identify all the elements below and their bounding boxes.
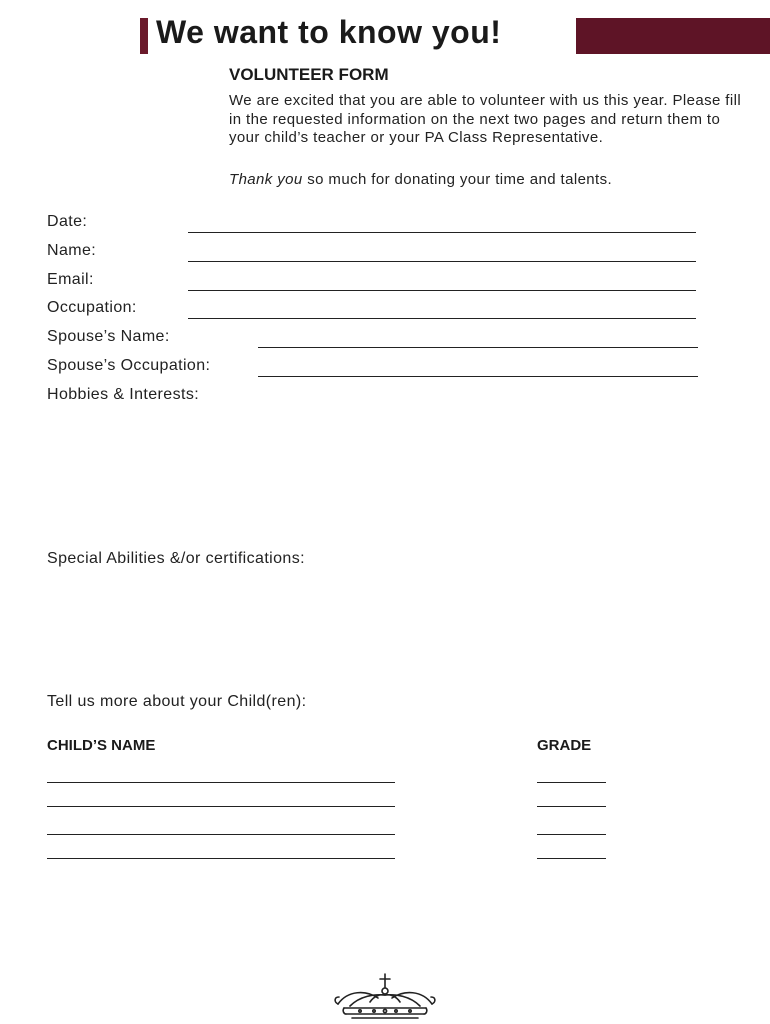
page-title: We want to know you! xyxy=(156,14,502,50)
title-accent-block xyxy=(576,18,770,54)
title-accent-bar xyxy=(140,18,148,54)
name-field[interactable] xyxy=(188,261,696,262)
child-name-field[interactable] xyxy=(47,806,395,807)
child-grade-field[interactable] xyxy=(537,782,606,783)
child-name-field[interactable] xyxy=(47,782,395,783)
thanks-rest: so much for donating your time and talents. xyxy=(302,171,613,188)
child-name-field[interactable] xyxy=(47,834,395,835)
grade-header: GRADE xyxy=(537,737,592,754)
email-label: Email: xyxy=(47,271,94,288)
special-abilities-label: Special Abilities &/or certifications: xyxy=(47,550,305,567)
spouse-occupation-field[interactable] xyxy=(258,376,698,377)
email-field[interactable] xyxy=(188,290,696,291)
spouse-occupation-label: Spouse’s Occupation: xyxy=(47,357,211,374)
spouse-name-label: Spouse’s Name: xyxy=(47,328,170,345)
date-field[interactable] xyxy=(188,232,696,233)
thanks-italic: Thank you xyxy=(229,171,303,188)
child-grade-field[interactable] xyxy=(537,834,606,835)
child-grade-field[interactable] xyxy=(537,806,606,807)
date-label: Date: xyxy=(47,213,88,230)
hobbies-label: Hobbies & Interests: xyxy=(47,386,200,403)
name-label: Name: xyxy=(47,242,97,259)
occupation-field[interactable] xyxy=(188,318,696,319)
crown-icon xyxy=(330,970,440,1024)
spouse-name-field[interactable] xyxy=(258,347,698,348)
intro-paragraph: We are excited that you are able to volunteer with us this year. Please fill in the requested information on the next two pages and return them to your child’s teacher or your PA Class Representative. xyxy=(229,92,742,146)
thanks-line xyxy=(229,171,612,188)
child-name-field[interactable] xyxy=(47,858,395,859)
children-intro-label: Tell us more about your Child(ren): xyxy=(47,693,307,710)
child-grade-field[interactable] xyxy=(537,858,606,859)
child-name-header: CHILD’S NAME xyxy=(47,737,156,754)
form-heading: VOLUNTEER FORM xyxy=(229,65,389,84)
occupation-label: Occupation: xyxy=(47,299,137,316)
